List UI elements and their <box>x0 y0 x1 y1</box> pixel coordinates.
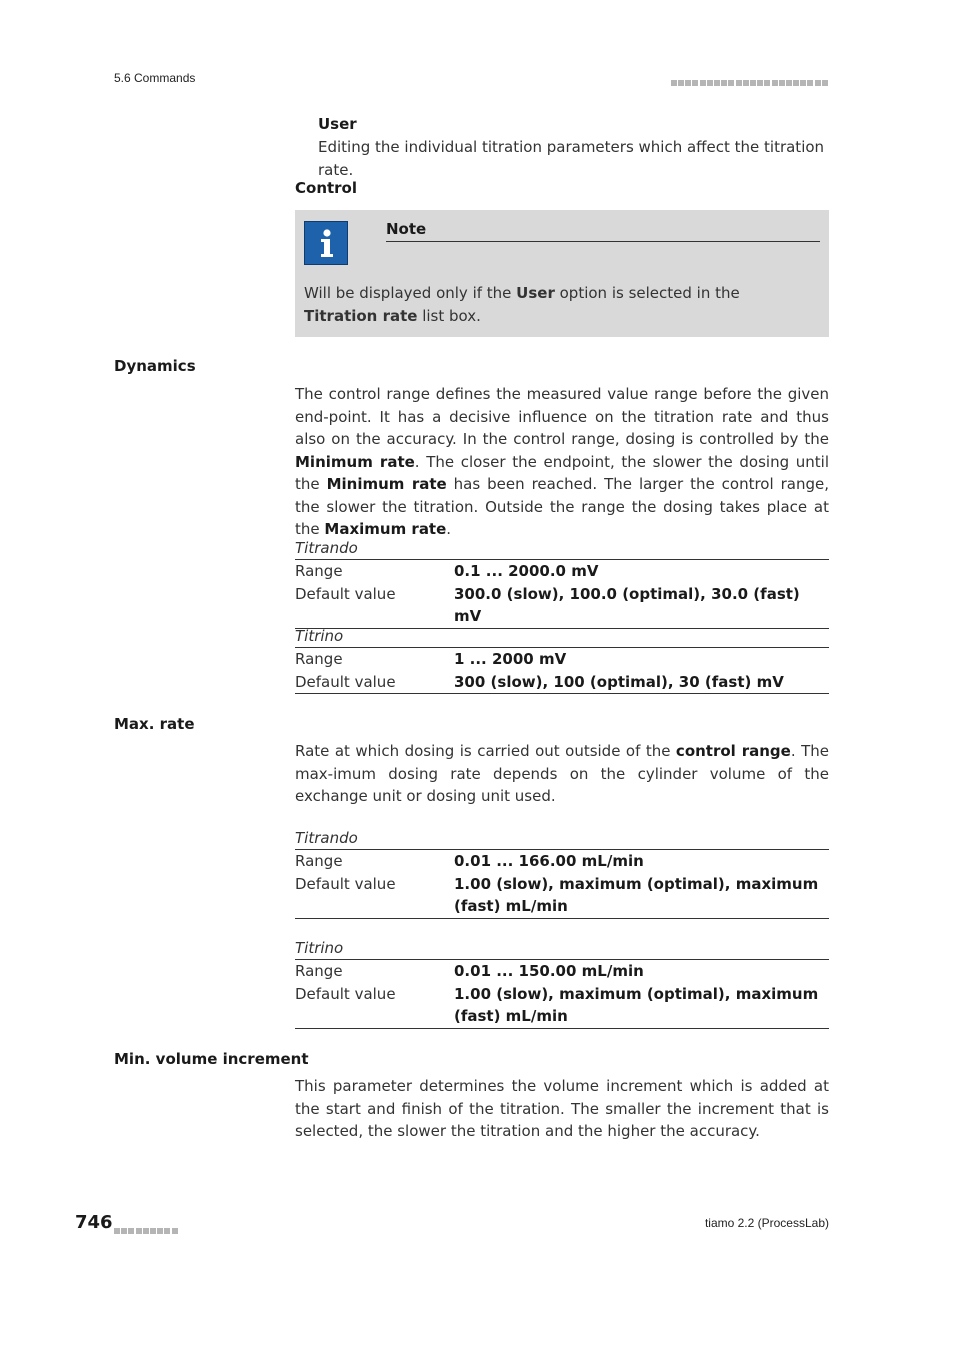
note-title: Note <box>386 220 427 238</box>
min-volume-heading: Min. volume increment <box>114 1050 309 1068</box>
dynamics-titrino-table <box>295 626 829 694</box>
user-option-text: Editing the individual titration parameters which affect the titration rate. <box>318 138 825 179</box>
table-caption: Titrino <box>295 938 829 960</box>
min-volume-description: This parameter determines the volume increment which is added at the start and finish of the titration. The smaller the increment that is selected, the slower the titration and the higher the accuracy. <box>295 1077 829 1140</box>
table-row: Default value 300 (slow), 100 (optimal), 30 (fast) mV <box>295 672 784 691</box>
note-divider <box>386 241 820 242</box>
max-rate-titrando-table <box>295 828 829 919</box>
table-row: Default value 300.0 (slow), 100.0 (optimal), 30.0 (fast) mV <box>295 584 800 625</box>
table-row: Range 0.01 ... 166.00 mL/min <box>295 852 644 870</box>
table-row: Range 0.1 ... 2000.0 mV <box>295 562 599 580</box>
table-row: Range 1 ... 2000 mV <box>295 650 567 668</box>
header-decoration-squares <box>671 72 829 91</box>
control-heading: Control <box>295 179 358 197</box>
table-row: Range 0.01 ... 150.00 mL/min <box>295 962 644 980</box>
table-row: Default value 1.00 (slow), maximum (optimal), maximum (fast) mL/min <box>295 874 819 915</box>
table-caption: Titrando <box>295 828 829 850</box>
table-caption: Titrino <box>295 626 829 648</box>
note-box <box>295 210 829 337</box>
footer-decoration-squares <box>114 1220 179 1239</box>
max-rate-description: Rate at which dosing is carried out outside of the control range. The max-imum dosing rate depends on the cylinder volume of the exchange unit or dosing unit used. <box>295 742 829 805</box>
dynamics-heading: Dynamics <box>114 357 196 375</box>
max-rate-heading: Max. rate <box>114 715 195 733</box>
max-rate-titrino-table <box>295 938 829 1029</box>
table-caption: Titrando <box>295 538 829 560</box>
info-icon <box>304 221 348 265</box>
dynamics-titrando-table <box>295 538 829 629</box>
user-option-title: User <box>318 115 357 133</box>
table-row: Default value 1.00 (slow), maximum (optimal), maximum (fast) mL/min <box>295 984 819 1025</box>
product-name: tiamo 2.2 (ProcessLab) <box>704 1216 829 1230</box>
page-number: 746 <box>75 1212 113 1233</box>
note-text: Will be displayed only if the User option is selected in the Titration rate list box. <box>304 284 740 325</box>
dynamics-description: The control range defines the measured value range before the given end-point. It has a decisive influence on the titration rate and thus also on the accuracy. In the control range, dosing is controlled by the Minimum rate. The closer the endpoint, the slower the dosing until the Minimum rate has been reached. The larger the control range, the slower the titration. Outside the range the dosing takes place at the Maximum rate. <box>295 385 829 538</box>
running-header-section: 5.6 Commands <box>114 71 196 85</box>
